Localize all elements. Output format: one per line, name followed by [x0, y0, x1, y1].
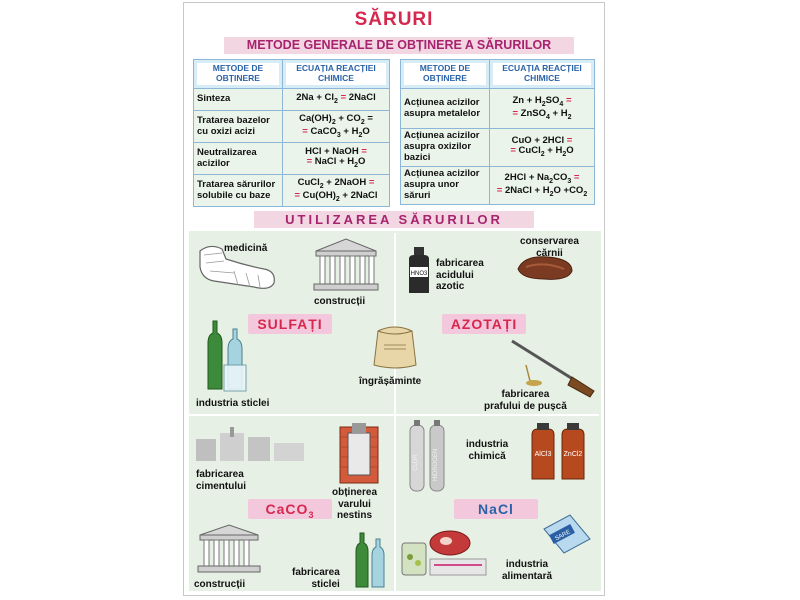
reaction-equation: $Ca(OH)_2 + CO_2$ = = CaCO$_3$ + $H_2O$	[283, 111, 390, 143]
greek-temple-icon	[196, 523, 262, 577]
method-name: Tratarea bazelor cu oxizi acizi	[194, 111, 283, 143]
label-constructii: construcții	[314, 296, 366, 307]
method-name: Acțiunea acizilor asupra metalelor	[401, 89, 490, 129]
method-name: Sinteza	[194, 89, 283, 111]
method-name: Neutralizarea acizilor	[194, 143, 283, 175]
label-fabricarea-sticlei: fabricarea sticlei	[292, 567, 340, 590]
svg-text:CLOR: CLOR	[413, 454, 419, 471]
reaction-equation: CuCl$_2$ + 2NaOH = = $Cu(OH)_2$ + 2NaCl	[283, 175, 390, 207]
fertilizer-sack-icon	[370, 321, 420, 371]
reaction-equation: HCl + NaOH = = NaCl + $H_2O$	[283, 143, 390, 175]
badge-nacl: NaCl	[454, 499, 538, 519]
glass-bottles-icon	[352, 531, 390, 591]
svg-text:HNO3: HNO3	[410, 271, 428, 277]
label-medicina: medicină	[224, 243, 268, 254]
label-constructii-caco3: construcții	[194, 579, 246, 590]
reaction-equation: $2HCl + Na_2CO_3$ = = 2NaCl + $H_2O +CO_2$	[490, 167, 595, 205]
chemical-bottles-icon	[528, 421, 590, 483]
svg-text:AlCl3: AlCl3	[534, 451, 552, 458]
methods-tables	[193, 59, 595, 203]
reaction-equation: $2Na + Cl_2$ = 2NaCl	[283, 89, 390, 111]
gas-cylinders-icon	[406, 419, 450, 495]
lime-kiln-icon	[334, 421, 386, 489]
poster	[183, 2, 605, 596]
label-praf-de-pusca: fabricarea prafului de pușcă	[484, 389, 567, 412]
label-industria-sticlei: industria sticlei	[196, 398, 270, 409]
method-name: Acțiunea acizilor asupra unor săruri	[401, 167, 490, 205]
table-header: METODE DE OBȚINERE	[401, 60, 490, 89]
badge-caco3: CaCO$_3$	[248, 499, 332, 519]
acid-bottle-icon	[406, 245, 432, 295]
method-name: Acțiunea acizilor asupra oxizilor bazici	[401, 129, 490, 167]
label-industria-alimentara: industria alimentară	[502, 559, 553, 582]
label-industria-chimica: industria chimică	[466, 439, 509, 462]
methods-table-left	[193, 59, 390, 207]
svg-text:SARE: SARE	[554, 529, 572, 543]
badge-azotati: AZOTAȚI	[442, 314, 526, 334]
svg-text:ZnCl2: ZnCl2	[563, 451, 583, 458]
label-obtinerea-varului: obținerea varului nestins	[332, 487, 378, 521]
divider	[394, 233, 396, 591]
badge-sulfati: SULFAȚI	[248, 314, 332, 334]
greek-temple-icon	[312, 237, 380, 295]
label-acid-azotic: fabricarea acidului azotic	[436, 258, 484, 292]
label-conservarea-carnii: conservarea cărnii	[520, 236, 579, 259]
cement-factory-icon	[194, 425, 306, 463]
label-ingrasaminte: îngrășăminte	[359, 376, 422, 387]
reaction-equation: $Zn + H_2SO_4$ = = ZnSO$_4$ + $H_2$	[490, 89, 595, 129]
svg-text:HIDROGEN: HIDROGEN	[433, 448, 439, 481]
method-name: Tratarea sărurilor solubile cu baze	[194, 175, 283, 207]
food-items-icon	[400, 523, 490, 585]
poster-subtitle: METODE GENERALE DE OBȚINERE A SĂRURILOR	[224, 37, 574, 54]
table-header: ECUAȚIA REACȚIEI CHIMICE	[283, 60, 390, 89]
methods-table-right	[400, 59, 595, 205]
poster-title: SĂRURI	[354, 9, 434, 30]
table-header: METODE DE OBȚINERE	[194, 60, 283, 89]
label-fabricarea-cimentului: fabricarea cimentului	[196, 469, 247, 492]
reaction-equation: CuO + 2HCl = = CuCl$_2$ + $H_2O$	[490, 129, 595, 167]
glass-bottles-icon	[202, 319, 248, 393]
utilization-title: UTILIZAREA SĂRURILOR	[254, 211, 534, 228]
table-header: ECUAȚIA REACȚIEI CHIMICE	[490, 60, 595, 89]
